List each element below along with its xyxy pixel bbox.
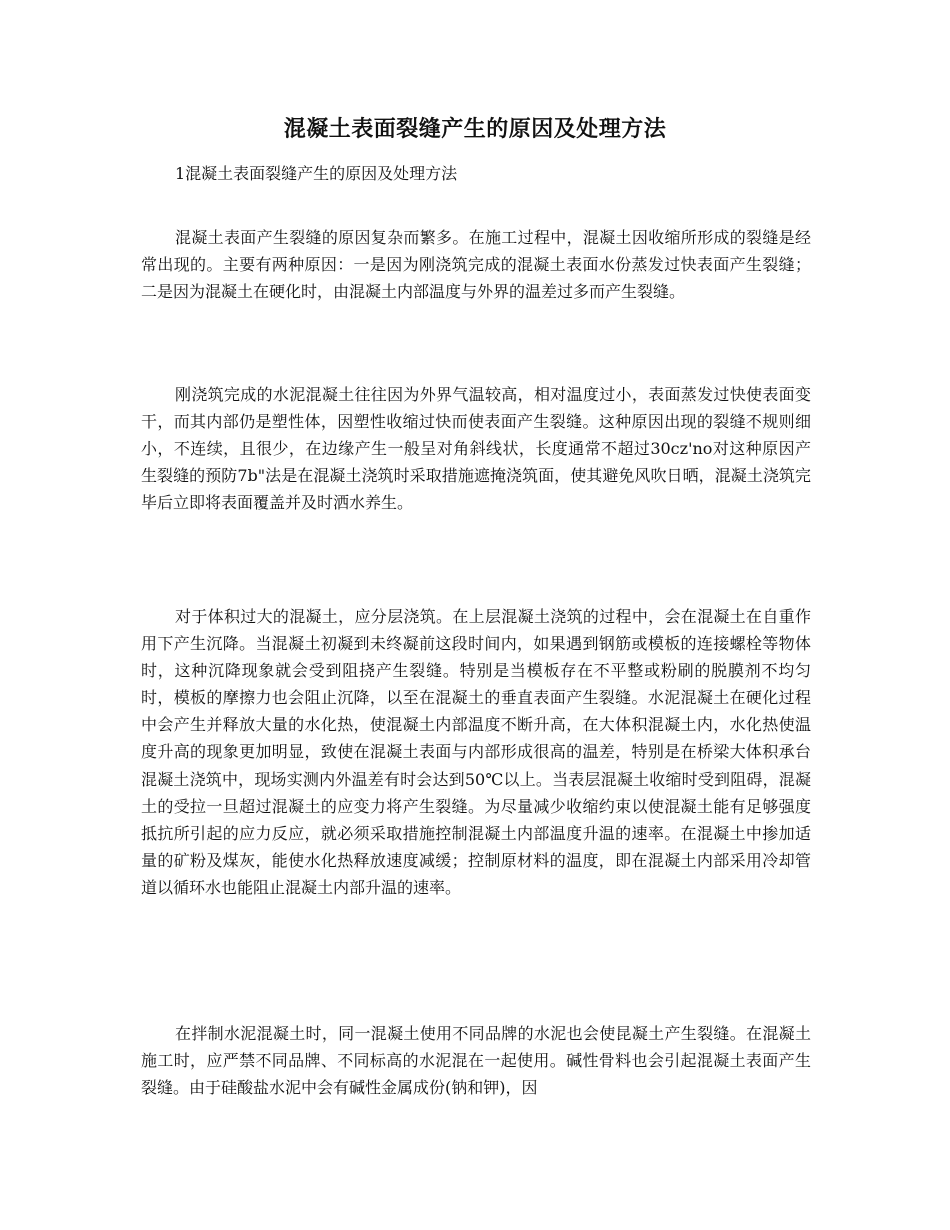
paragraph-3: 对于体积过大的混凝土，应分层浇筑。在上层混凝土浇筑的过程中，会在混凝土在自重作用下产生沉降。当混凝土初凝到未终凝前这段时间内，如果遇到钢筋或模板的连接螺栓等物体时，这种沉降现象就会受到阻挠产生裂缝。特别是当模板存在不平整或粉刷的脱膜剂不均匀时，模板的摩擦力也会阻止沉降，以至在混凝土的垂直表面产生裂缝。水泥混凝土在硬化过程中会产生并释放大量的水化热，使混凝土内部温度不断升高，在大体积混凝土内，水化热使温度升高的现象更加明显，致使在混凝土表面与内部形成很高的温差，特别是在桥梁大体积承台混凝土浇筑中，现场实测内外温差有时会达到50℃以上。当表层混凝土收缩时受到阻碍，混凝土的受拉一旦超过混凝土的应变力将产生裂缝。为尽量减少收缩约束以使混凝土能有足够强度抵抗所引起的应力反应，就必须采取措施控制混凝土内部温度升温的速率。在混凝土中掺加适量的矿粉及煤灰，能使水化热释放速度减缓；控制原材料的温度，即在混凝土内部采用冷却管道以循环水也能阻止混凝土内部升温的速率。 xyxy=(141,607,811,897)
document-title: 混凝土表面裂缝产生的原因及处理方法 xyxy=(283,116,667,142)
paragraph-1: 混凝土表面产生裂缝的原因复杂而繁多。在施工过程中，混凝土因收缩所形成的裂缝是经常出现的。主要有两种原因：一是因为刚浇筑完成的混凝土表面水份蒸发过快表面产生裂缝；二是因为混凝土在硬化时，由混凝土内部温度与外界的温差过多而产生裂缝。 xyxy=(141,228,811,302)
paragraph-2: 刚浇筑完成的水泥混凝土往往因为外界气温较高，相对温度过小，表面蒸发过快使表面变干，而其内部仍是塑性体，因塑性收缩过快而使表面产生裂缝。这种原因出现的裂缝不规则细小，不连续，且很少，在边缘产生一般呈对角斜线状，长度通常不超过30cz'no对这种原因产生裂缝的预防7b"法是在混凝土浇筑时采取措施遮掩浇筑面，使其避免风吹日晒，混凝土浇筑完毕后立即将表面覆盖并及时洒水养生。 xyxy=(141,385,811,513)
section-heading: 1混凝土表面裂缝产生的原因及处理方法 xyxy=(175,164,458,183)
paragraph-4: 在拌制水泥混凝土时，同一混凝土使用不同品牌的水泥也会使昆凝土产生裂缝。在混凝土施工时，应严禁不同品牌、不同标高的水泥混在一起使用。碱性骨料也会引起混凝土表面产生裂缝。由于硅酸盐水泥中会有碱性金属成份(钠和钾)，因 xyxy=(141,1024,811,1098)
